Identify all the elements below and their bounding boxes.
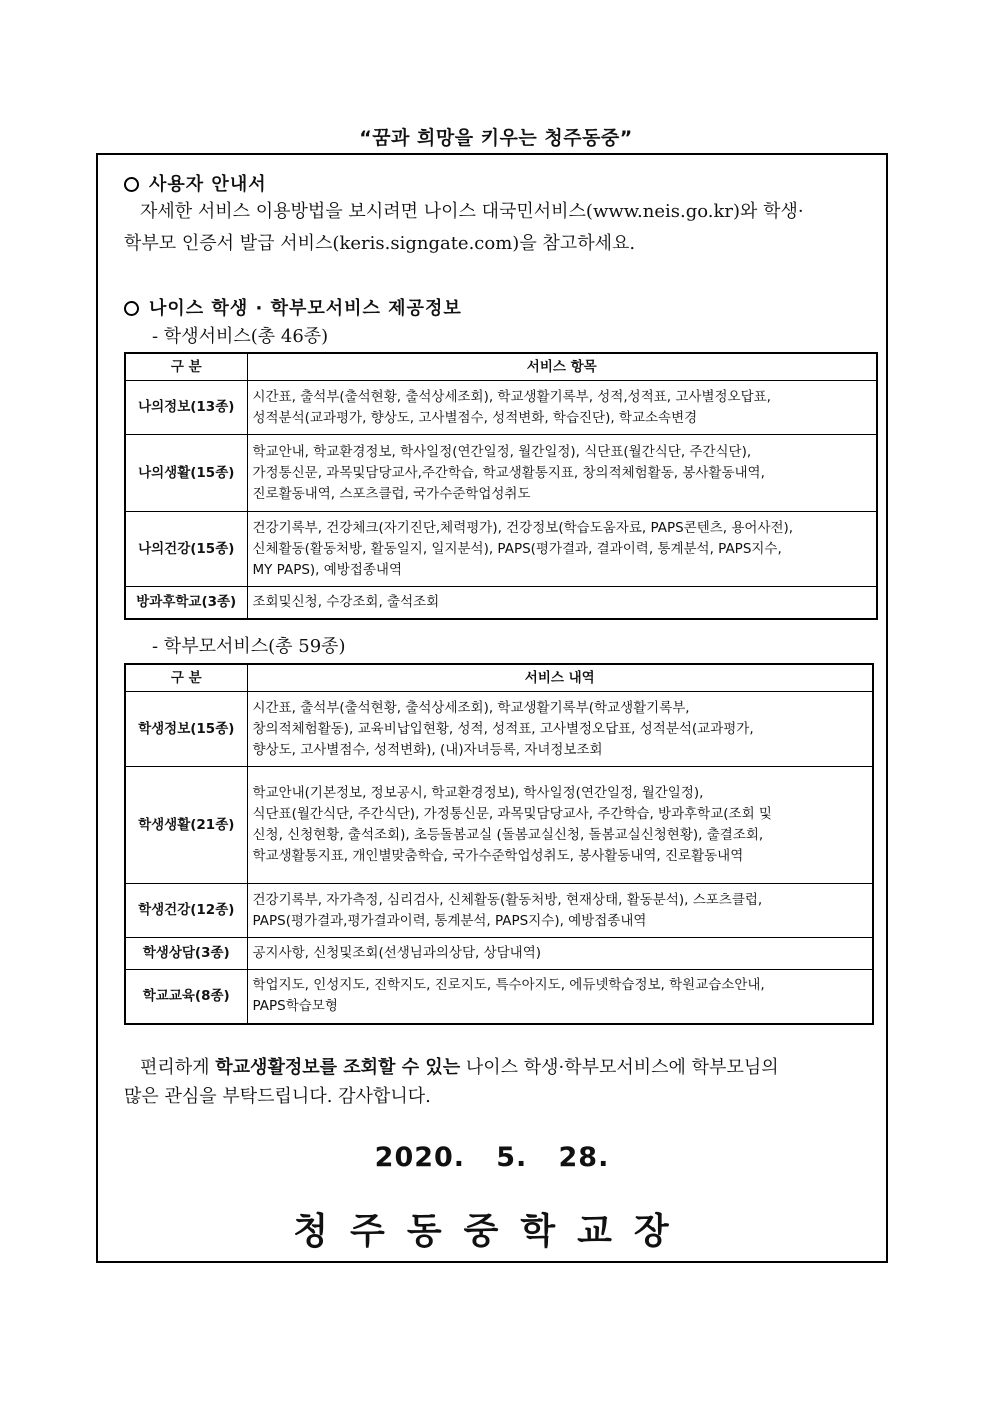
school-motto: “꿈과 희망을 키우는 청주동중” <box>359 127 633 149</box>
closing-pre: 편리하게 <box>140 1057 216 1078</box>
circle-bullet-icon <box>124 301 139 316</box>
table-row <box>125 692 873 767</box>
info-heading <box>124 294 462 320</box>
closing-line-1 <box>140 1052 779 1084</box>
table-row <box>125 512 877 587</box>
row-category: 학생정보(15종) <box>125 692 247 767</box>
row-category: 학교교육(8종) <box>125 970 247 1024</box>
closing-line-2: 많은 관심을 부탁드립니다. 감사합니다. <box>124 1086 431 1107</box>
student-services-subheading: - 학생서비스(총 46종) <box>152 326 329 347</box>
column-header-category: 구 분 <box>125 353 247 381</box>
row-category: 나의건강(15종) <box>125 512 247 587</box>
guide-heading <box>124 170 267 196</box>
row-items: 건강기록부, 건강체크(자기진단,체력평가), 건강정보(학습도움자료, PAPS콘텐츠, 용어사전), 신체활동(활동처방, 활동일지, 일지분석), PAPS(평가결과, 결과이력, 통계분석, PAPS지수, MY PAPS), 예방접종내역 <box>247 512 877 587</box>
table-row <box>125 767 873 884</box>
column-header-category: 구 분 <box>125 664 247 692</box>
row-items: 공지사항, 신청및조회(선생님과의상담, 상담내역) <box>247 938 873 970</box>
row-items: 건강기록부, 자가측정, 심리검사, 신체활동(활동처방, 현재상태, 활동분석), 스포츠클럽, PAPS(평가결과,평가결과이력, 통계분석, PAPS지수), 예방접종내역 <box>247 884 873 938</box>
row-items: 학교안내, 학교환경정보, 학사일정(연간일정, 월간일정), 식단표(월간식단, 주간식단), 가정통신문, 과목및담당교사,주간학습, 학교생활통지표, 창의적체험활동, 봉사활동내역, 진로활동내역, 스포츠클럽, 국가수준학업성취도 <box>247 435 877 512</box>
row-category: 방과후학교(3종) <box>125 587 247 619</box>
parent-services-subheading: - 학부모서비스(총 59종) <box>152 636 346 657</box>
row-category: 나의정보(13종) <box>125 381 247 435</box>
guide-line-2: 학부모 인증서 발급 서비스(keris.signgate.com)을 참고하세요. <box>124 233 636 254</box>
table-row <box>125 587 877 619</box>
student-services-table <box>124 352 878 620</box>
row-items: 시간표, 출석부(출석현황, 출석상세조회), 학교생활기록부, 성적,성적표, 고사별정오답표, 성적분석(교과평가, 향상도, 고사별점수, 성적변화, 학습진단), 학교소속변경 <box>247 381 877 435</box>
column-header-items: 서비스 항목 <box>247 353 877 381</box>
row-category: 학생상담(3종) <box>125 938 247 970</box>
column-header-items: 서비스 내역 <box>247 664 873 692</box>
guide-heading-text: 사용자 안내서 <box>149 174 267 195</box>
issue-date: 2020. 5. 28. <box>374 1142 610 1173</box>
table-row <box>125 435 877 512</box>
row-items: 학업지도, 인성지도, 진학지도, 진로지도, 특수아지도, 에듀넷학습정보, 학원교습소안내, PAPS학습모형 <box>247 970 873 1024</box>
row-category: 학생생활(21종) <box>125 767 247 884</box>
closing-post: 나이스 학생·학부모서비스에 학부모님의 <box>460 1057 779 1078</box>
table-header-row <box>125 353 877 381</box>
table-row <box>125 970 873 1024</box>
row-items: 시간표, 출석부(출석현황, 출석상세조회), 학교생활기록부(학교생활기록부, 창의적체험활동), 교육비납입현황, 성적, 성적표, 고사별정오답표, 성적분석(교과평가, 향상도, 고사별점수, 성적변화), (내)자녀등록, 자녀정보조회 <box>247 692 873 767</box>
table-row <box>125 884 873 938</box>
guide-line-1: 자세한 서비스 이용방법을 보시려면 나이스 대국민서비스(www.neis.go.kr)와 학생· <box>140 201 804 222</box>
table-header-row <box>125 664 873 692</box>
row-category: 나의생활(15종) <box>125 435 247 512</box>
table-row <box>125 381 877 435</box>
circle-bullet-icon <box>124 177 139 192</box>
signer-title: 청주동중학교장 <box>293 1210 691 1252</box>
info-heading-text: 나이스 학생 · 학부모서비스 제공정보 <box>149 298 462 319</box>
row-items: 학교안내(기본정보, 정보공시, 학교환경정보), 학사일정(연간일정, 월간일정), 식단표(월간식단, 주간식단), 가정통신문, 과목및담당교사, 주간학습, 방과후학교(조회 및 신청, 신청현황, 출석조회), 초등돌봄교실 (돌봄교실신청, 돌봄교실신청현황), 출결조회, 학교생활통지표, 개인별맞춤학습, 국가수준학업성취도, 봉사활동내역, 진로활동내역 <box>247 767 873 884</box>
parent-services-table <box>124 663 874 1025</box>
closing-emphasis: 학교생활정보를 조회할 수 있는 <box>215 1057 461 1078</box>
table-row <box>125 938 873 970</box>
row-category: 학생건강(12종) <box>125 884 247 938</box>
row-items: 조회및신청, 수강조회, 출석조회 <box>247 587 877 619</box>
